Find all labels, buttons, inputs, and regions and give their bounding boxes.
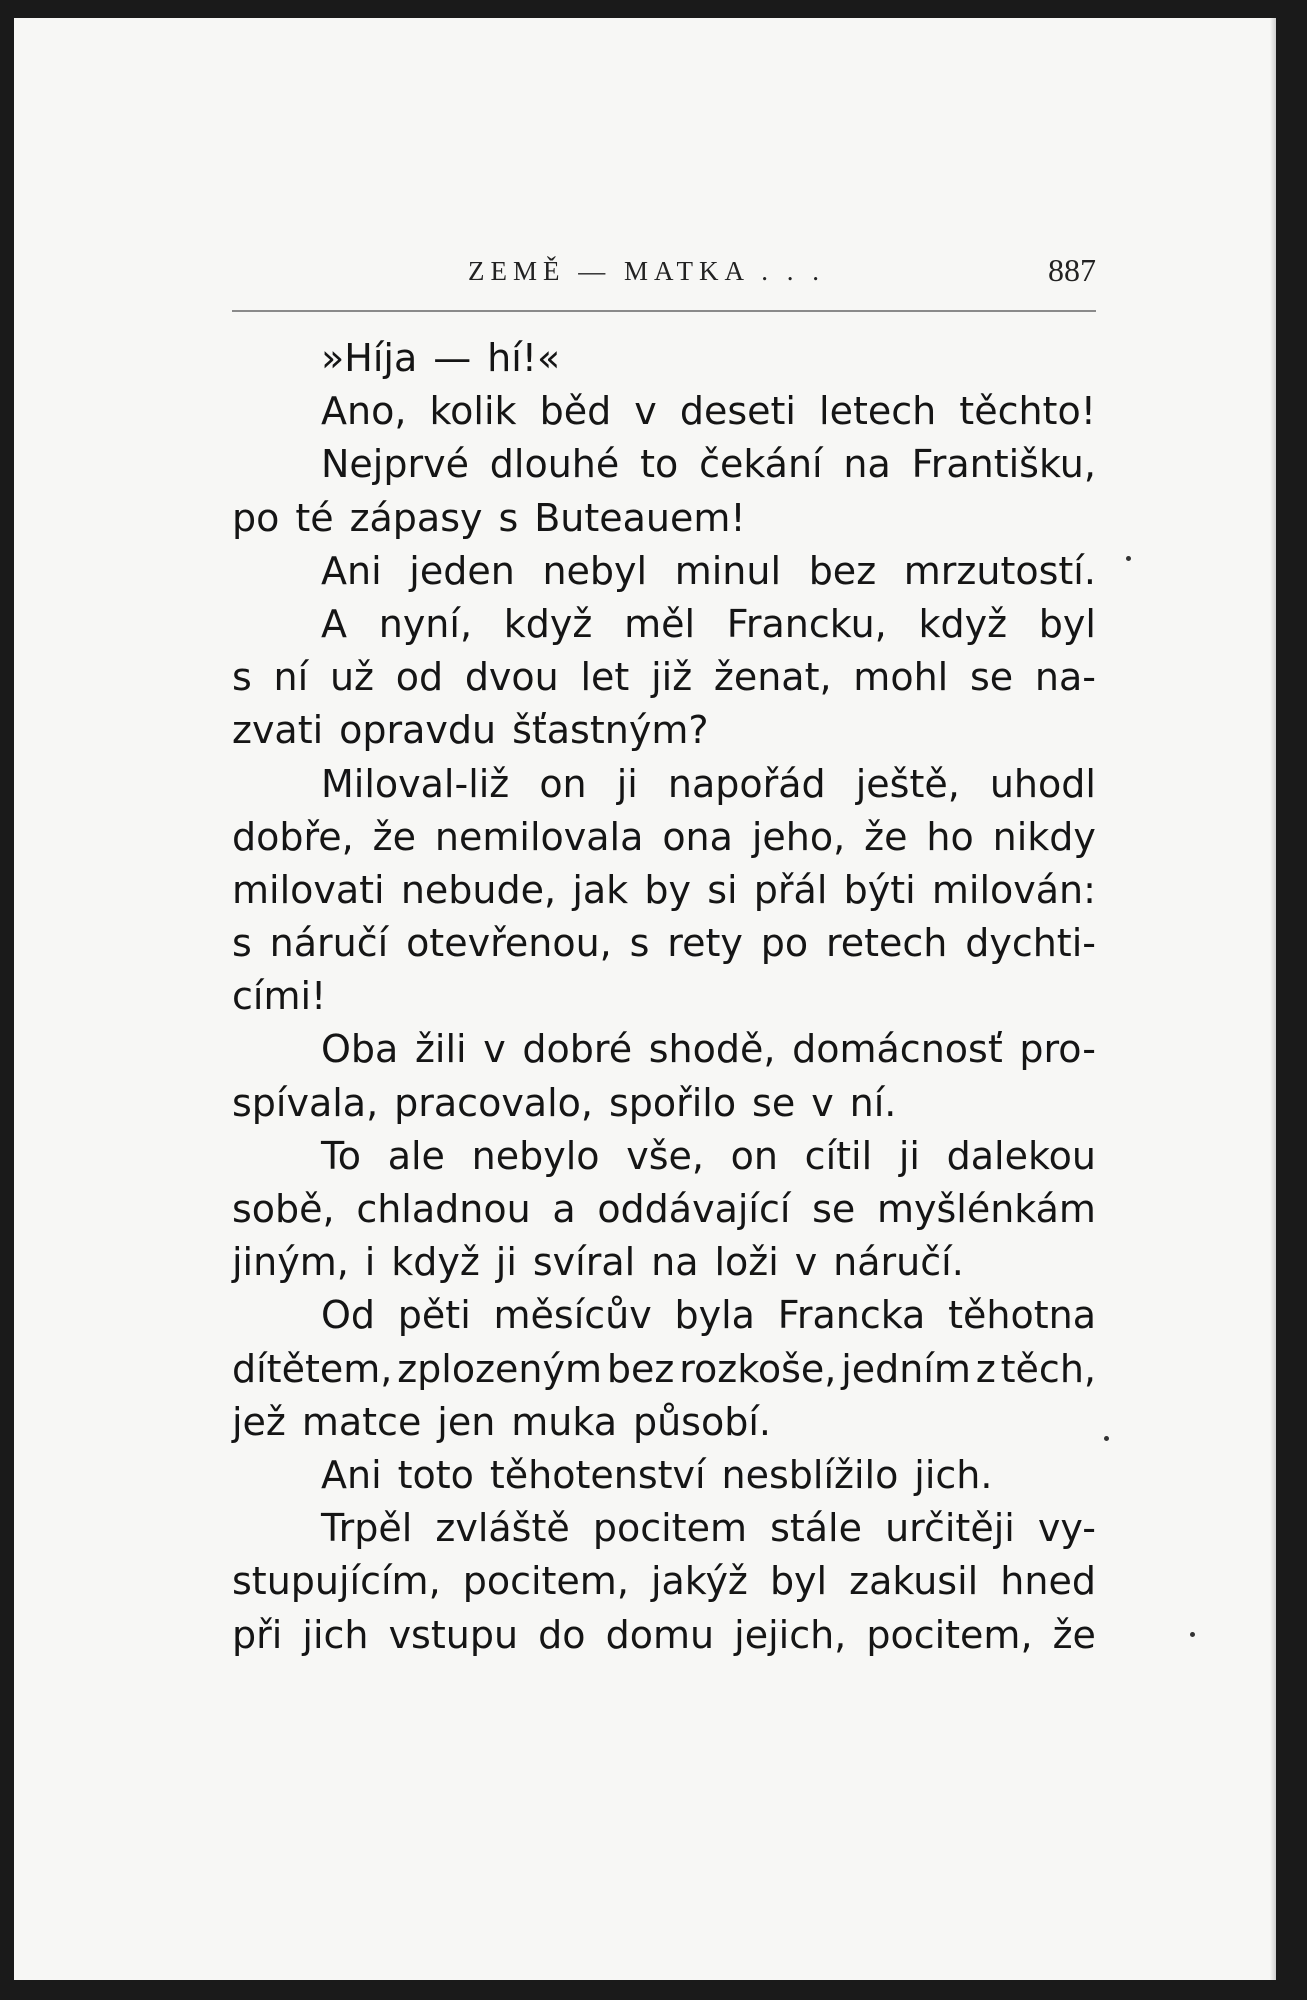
text-line: cími!	[232, 974, 327, 1019]
header-rule	[232, 310, 1096, 312]
text-line: sobě, chladnou a oddávající se myšlénkám	[232, 1187, 1096, 1231]
page-number: 887	[1048, 252, 1096, 288]
text-line: po té zápasy s Buteauem!	[232, 495, 746, 540]
print-speck	[1126, 556, 1131, 561]
page-edge-shadow	[1270, 18, 1276, 1980]
print-speck	[1104, 1436, 1109, 1441]
text-line: Ani jeden nebyl minul bez mrzutostí.	[321, 548, 1096, 593]
text-line: s ní už od dvou let již ženat, mohl se na-	[232, 655, 1096, 700]
text-line: Ano, kolik běd v deseti letech těchto!	[321, 389, 1096, 434]
text-line: jiným, i když ji svíral na loži v náručí.	[232, 1240, 964, 1285]
text-line: Od pěti měsícův byla Francka těhotna	[321, 1293, 1096, 1338]
text-line: zvati opravdu šťastným?	[232, 708, 709, 753]
running-head-title: ZEMĚ — MATKA . . .	[468, 256, 825, 286]
text-line: při jich vstupu do domu jejich, pocitem, že	[232, 1612, 1096, 1657]
text-line: Trpěl zvláště pocitem stále určitěji vy-	[321, 1506, 1096, 1551]
text-line: A nyní, když měl Francku, když byl	[321, 601, 1096, 646]
text-line: dobře, že nemilovala ona jeho, že ho nikdy	[232, 814, 1096, 859]
text-line: jež matce jen muka působí.	[232, 1399, 771, 1444]
text-line: »Híja — hí!«	[321, 336, 561, 380]
text-line: spívala, pracovalo, spořilo se v ní.	[232, 1080, 897, 1125]
text-line: dítětem, zplozeným bez rozkoše, jedním z těch,	[232, 1346, 1096, 1391]
text-line: stupujícím, pocitem, jakýž byl zakusil hned	[232, 1559, 1096, 1604]
text-line: Ani toto těhotenství nesblížilo jich.	[321, 1452, 993, 1497]
text-line: Oba žili v dobré shodě, domácnosť pro-	[321, 1027, 1096, 1072]
text-line: milovati nebude, jak by si přál býti milován:	[232, 867, 1096, 912]
text-line: To ale nebylo vše, on cítil ji dalekou	[321, 1133, 1096, 1178]
text-line: Nejprvé dlouhé to čekání na Františku,	[321, 442, 1096, 487]
text-line: Miloval-liž on ji napořád ještě, uhodl	[321, 761, 1096, 806]
running-head	[232, 246, 1096, 296]
book-page	[14, 18, 1276, 1980]
print-speck	[1190, 1632, 1195, 1637]
text-line: s náručí otevřenou, s rety po retech dychti-	[232, 921, 1096, 966]
body-text	[232, 332, 1096, 1662]
